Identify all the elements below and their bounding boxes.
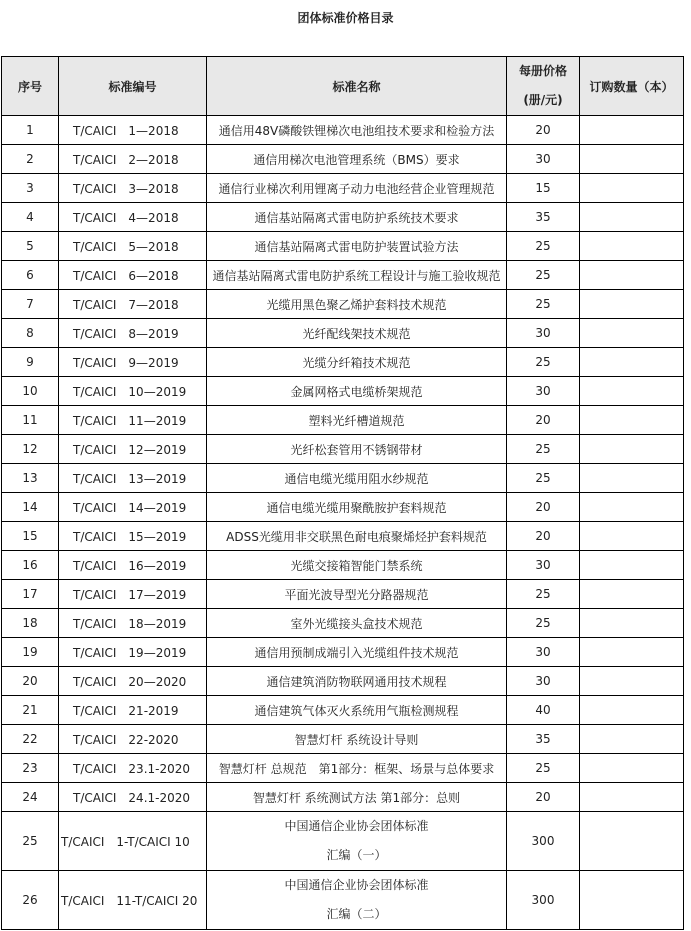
table-row xyxy=(2,754,684,783)
cell-index: 14 xyxy=(2,493,59,522)
cell-code: T/CAICI 11—2019 xyxy=(59,406,207,435)
cell-name: 智慧灯杆 系统测试方法 第1部分：总则 xyxy=(207,783,507,812)
cell-price: 25 xyxy=(507,464,580,493)
cell-index: 11 xyxy=(2,406,59,435)
header-price-line1: 每册价格 xyxy=(518,64,567,78)
cell-index: 25 xyxy=(2,812,59,871)
cell-price: 20 xyxy=(507,406,580,435)
header-price-line2: (册/元) xyxy=(523,93,563,107)
cell-name: ADSS光缆用非交联黑色耐电痕聚烯烃护套料规范 xyxy=(207,522,507,551)
cell-index: 9 xyxy=(2,348,59,377)
cell-name-line1: 中国通信企业协会团体标准 xyxy=(284,819,429,833)
cell-name: 光缆交接箱智能门禁系统 xyxy=(207,551,507,580)
price-table xyxy=(1,56,684,930)
cell-qty[interactable] xyxy=(580,464,684,493)
cell-name: 光缆用黑色聚乙烯护套料技术规范 xyxy=(207,290,507,319)
cell-name-line1: 中国通信企业协会团体标准 xyxy=(284,878,429,892)
cell-index: 3 xyxy=(2,174,59,203)
cell-code: T/CAICI 4—2018 xyxy=(59,203,207,232)
cell-price: 20 xyxy=(507,493,580,522)
cell-index: 4 xyxy=(2,203,59,232)
cell-code: T/CAICI 11-T/CAICI 20 xyxy=(59,871,207,930)
table-row xyxy=(2,725,684,754)
cell-index: 13 xyxy=(2,464,59,493)
cell-code: T/CAICI 1-T/CAICI 10 xyxy=(59,812,207,871)
table-row xyxy=(2,696,684,725)
cell-index: 5 xyxy=(2,232,59,261)
cell-qty[interactable] xyxy=(580,145,684,174)
table-row xyxy=(2,493,684,522)
cell-qty[interactable] xyxy=(580,580,684,609)
cell-name: 通信行业梯次利用锂离子动力电池经营企业管理规范 xyxy=(207,174,507,203)
table-row xyxy=(2,232,684,261)
table-row xyxy=(2,580,684,609)
cell-qty[interactable] xyxy=(580,783,684,812)
cell-code: T/CAICI 5—2018 xyxy=(59,232,207,261)
cell-name: 智慧灯杆 总规范 第1部分：框架、场景与总体要求 xyxy=(207,754,507,783)
cell-code: T/CAICI 7—2018 xyxy=(59,290,207,319)
cell-code: T/CAICI 1—2018 xyxy=(59,116,207,145)
cell-code: T/CAICI 9—2019 xyxy=(59,348,207,377)
cell-name: 塑料光纤槽道规范 xyxy=(207,406,507,435)
cell-code: T/CAICI 21-2019 xyxy=(59,696,207,725)
cell-price: 30 xyxy=(507,145,580,174)
cell-code: T/CAICI 22-2020 xyxy=(59,725,207,754)
cell-qty[interactable] xyxy=(580,261,684,290)
cell-price: 20 xyxy=(507,116,580,145)
cell-name: 通信电缆光缆用聚酰胺护套料规范 xyxy=(207,493,507,522)
table-row xyxy=(2,667,684,696)
cell-index: 8 xyxy=(2,319,59,348)
cell-price: 25 xyxy=(507,232,580,261)
cell-index: 1 xyxy=(2,116,59,145)
table-header-row xyxy=(2,57,684,116)
cell-code: T/CAICI 10—2019 xyxy=(59,377,207,406)
cell-index: 6 xyxy=(2,261,59,290)
cell-name: 平面光波导型光分路器规范 xyxy=(207,580,507,609)
table-row xyxy=(2,464,684,493)
table-row-compilation xyxy=(2,871,684,930)
cell-index: 22 xyxy=(2,725,59,754)
cell-price: 20 xyxy=(507,783,580,812)
cell-code: T/CAICI 23.1-2020 xyxy=(59,754,207,783)
header-code: 标准编号 xyxy=(59,57,207,116)
cell-price: 30 xyxy=(507,377,580,406)
page-title: 团体标准价格目录 xyxy=(297,11,394,25)
cell-qty[interactable] xyxy=(580,871,684,930)
cell-price: 30 xyxy=(507,638,580,667)
table-row xyxy=(2,319,684,348)
cell-qty[interactable] xyxy=(580,638,684,667)
cell-qty[interactable] xyxy=(580,348,684,377)
cell-code: T/CAICI 19—2019 xyxy=(59,638,207,667)
cell-name: 光纤配线架技术规范 xyxy=(207,319,507,348)
cell-name xyxy=(207,871,507,930)
header-name: 标准名称 xyxy=(207,57,507,116)
cell-code: T/CAICI 2—2018 xyxy=(59,145,207,174)
cell-name: 室外光缆接头盒技术规范 xyxy=(207,609,507,638)
cell-price: 300 xyxy=(507,871,580,930)
cell-price: 25 xyxy=(507,754,580,783)
table-row xyxy=(2,116,684,145)
cell-price: 25 xyxy=(507,261,580,290)
cell-name-line2: 汇编（二） xyxy=(326,907,387,921)
cell-qty[interactable] xyxy=(580,406,684,435)
cell-price: 25 xyxy=(507,435,580,464)
cell-name: 通信用梯次电池管理系统（BMS）要求 xyxy=(207,145,507,174)
cell-price: 25 xyxy=(507,348,580,377)
cell-qty[interactable] xyxy=(580,232,684,261)
table-row xyxy=(2,261,684,290)
cell-index: 2 xyxy=(2,145,59,174)
cell-name: 通信建筑气体灭火系统用气瓶检测规程 xyxy=(207,696,507,725)
cell-price: 30 xyxy=(507,551,580,580)
cell-price: 35 xyxy=(507,725,580,754)
cell-name: 通信基站隔离式雷电防护系统技术要求 xyxy=(207,203,507,232)
cell-price: 35 xyxy=(507,203,580,232)
cell-code: T/CAICI 8—2019 xyxy=(59,319,207,348)
cell-name: 光纤松套管用不锈钢带材 xyxy=(207,435,507,464)
cell-code: T/CAICI 3—2018 xyxy=(59,174,207,203)
cell-price: 25 xyxy=(507,609,580,638)
table-row xyxy=(2,551,684,580)
cell-qty[interactable] xyxy=(580,203,684,232)
header-price xyxy=(507,57,580,116)
cell-name: 智慧灯杆 系统设计导则 xyxy=(207,725,507,754)
cell-name: 金属网格式电缆桥架规范 xyxy=(207,377,507,406)
cell-name: 通信用48V磷酸铁锂梯次电池组技术要求和检验方法 xyxy=(207,116,507,145)
cell-index: 21 xyxy=(2,696,59,725)
cell-name: 通信建筑消防物联网通用技术规程 xyxy=(207,667,507,696)
table-row xyxy=(2,377,684,406)
cell-qty[interactable] xyxy=(580,116,684,145)
cell-name: 通信用预制成端引入光缆组件技术规范 xyxy=(207,638,507,667)
cell-price: 30 xyxy=(507,667,580,696)
cell-qty[interactable] xyxy=(580,667,684,696)
cell-qty[interactable] xyxy=(580,522,684,551)
table-row xyxy=(2,174,684,203)
cell-code: T/CAICI 20—2020 xyxy=(59,667,207,696)
cell-name: 通信基站隔离式雷电防护系统工程设计与施工验收规范 xyxy=(207,261,507,290)
cell-index: 17 xyxy=(2,580,59,609)
cell-qty[interactable] xyxy=(580,377,684,406)
cell-qty[interactable] xyxy=(580,435,684,464)
cell-index: 20 xyxy=(2,667,59,696)
cell-qty[interactable] xyxy=(580,725,684,754)
cell-code: T/CAICI 12—2019 xyxy=(59,435,207,464)
cell-code: T/CAICI 24.1-2020 xyxy=(59,783,207,812)
cell-qty[interactable] xyxy=(580,812,684,871)
cell-name: 光缆分纤箱技术规范 xyxy=(207,348,507,377)
cell-qty[interactable] xyxy=(580,696,684,725)
cell-code: T/CAICI 14—2019 xyxy=(59,493,207,522)
cell-index: 26 xyxy=(2,871,59,930)
cell-code: T/CAICI 15—2019 xyxy=(59,522,207,551)
table-row xyxy=(2,783,684,812)
cell-code: T/CAICI 18—2019 xyxy=(59,609,207,638)
table-row xyxy=(2,203,684,232)
table-row xyxy=(2,609,684,638)
cell-price: 300 xyxy=(507,812,580,871)
cell-price: 15 xyxy=(507,174,580,203)
cell-code: T/CAICI 13—2019 xyxy=(59,464,207,493)
cell-price: 30 xyxy=(507,319,580,348)
cell-qty[interactable] xyxy=(580,290,684,319)
cell-code: T/CAICI 16—2019 xyxy=(59,551,207,580)
cell-price: 25 xyxy=(507,290,580,319)
cell-index: 19 xyxy=(2,638,59,667)
cell-price: 25 xyxy=(507,580,580,609)
cell-name xyxy=(207,812,507,871)
table-row xyxy=(2,638,684,667)
cell-code: T/CAICI 17—2019 xyxy=(59,580,207,609)
table-row xyxy=(2,406,684,435)
cell-code: T/CAICI 6—2018 xyxy=(59,261,207,290)
cell-qty[interactable] xyxy=(580,551,684,580)
cell-price: 20 xyxy=(507,522,580,551)
header-index: 序号 xyxy=(2,57,59,116)
cell-index: 16 xyxy=(2,551,59,580)
table-row-compilation xyxy=(2,812,684,871)
table-row xyxy=(2,145,684,174)
table-row xyxy=(2,435,684,464)
header-qty: 订购数量（本） xyxy=(580,57,684,116)
cell-price: 40 xyxy=(507,696,580,725)
table-row xyxy=(2,348,684,377)
cell-qty[interactable] xyxy=(580,754,684,783)
cell-name: 通信基站隔离式雷电防护装置试验方法 xyxy=(207,232,507,261)
cell-index: 12 xyxy=(2,435,59,464)
cell-index: 10 xyxy=(2,377,59,406)
cell-index: 24 xyxy=(2,783,59,812)
table-row xyxy=(2,522,684,551)
table-row xyxy=(2,290,684,319)
cell-index: 7 xyxy=(2,290,59,319)
cell-index: 18 xyxy=(2,609,59,638)
cell-qty[interactable] xyxy=(580,609,684,638)
cell-qty[interactable] xyxy=(580,493,684,522)
cell-index: 23 xyxy=(2,754,59,783)
cell-qty[interactable] xyxy=(580,174,684,203)
cell-qty[interactable] xyxy=(580,319,684,348)
cell-name-line2: 汇编（一） xyxy=(326,848,387,862)
cell-index: 15 xyxy=(2,522,59,551)
cell-name: 通信电缆光缆用阻水纱规范 xyxy=(207,464,507,493)
